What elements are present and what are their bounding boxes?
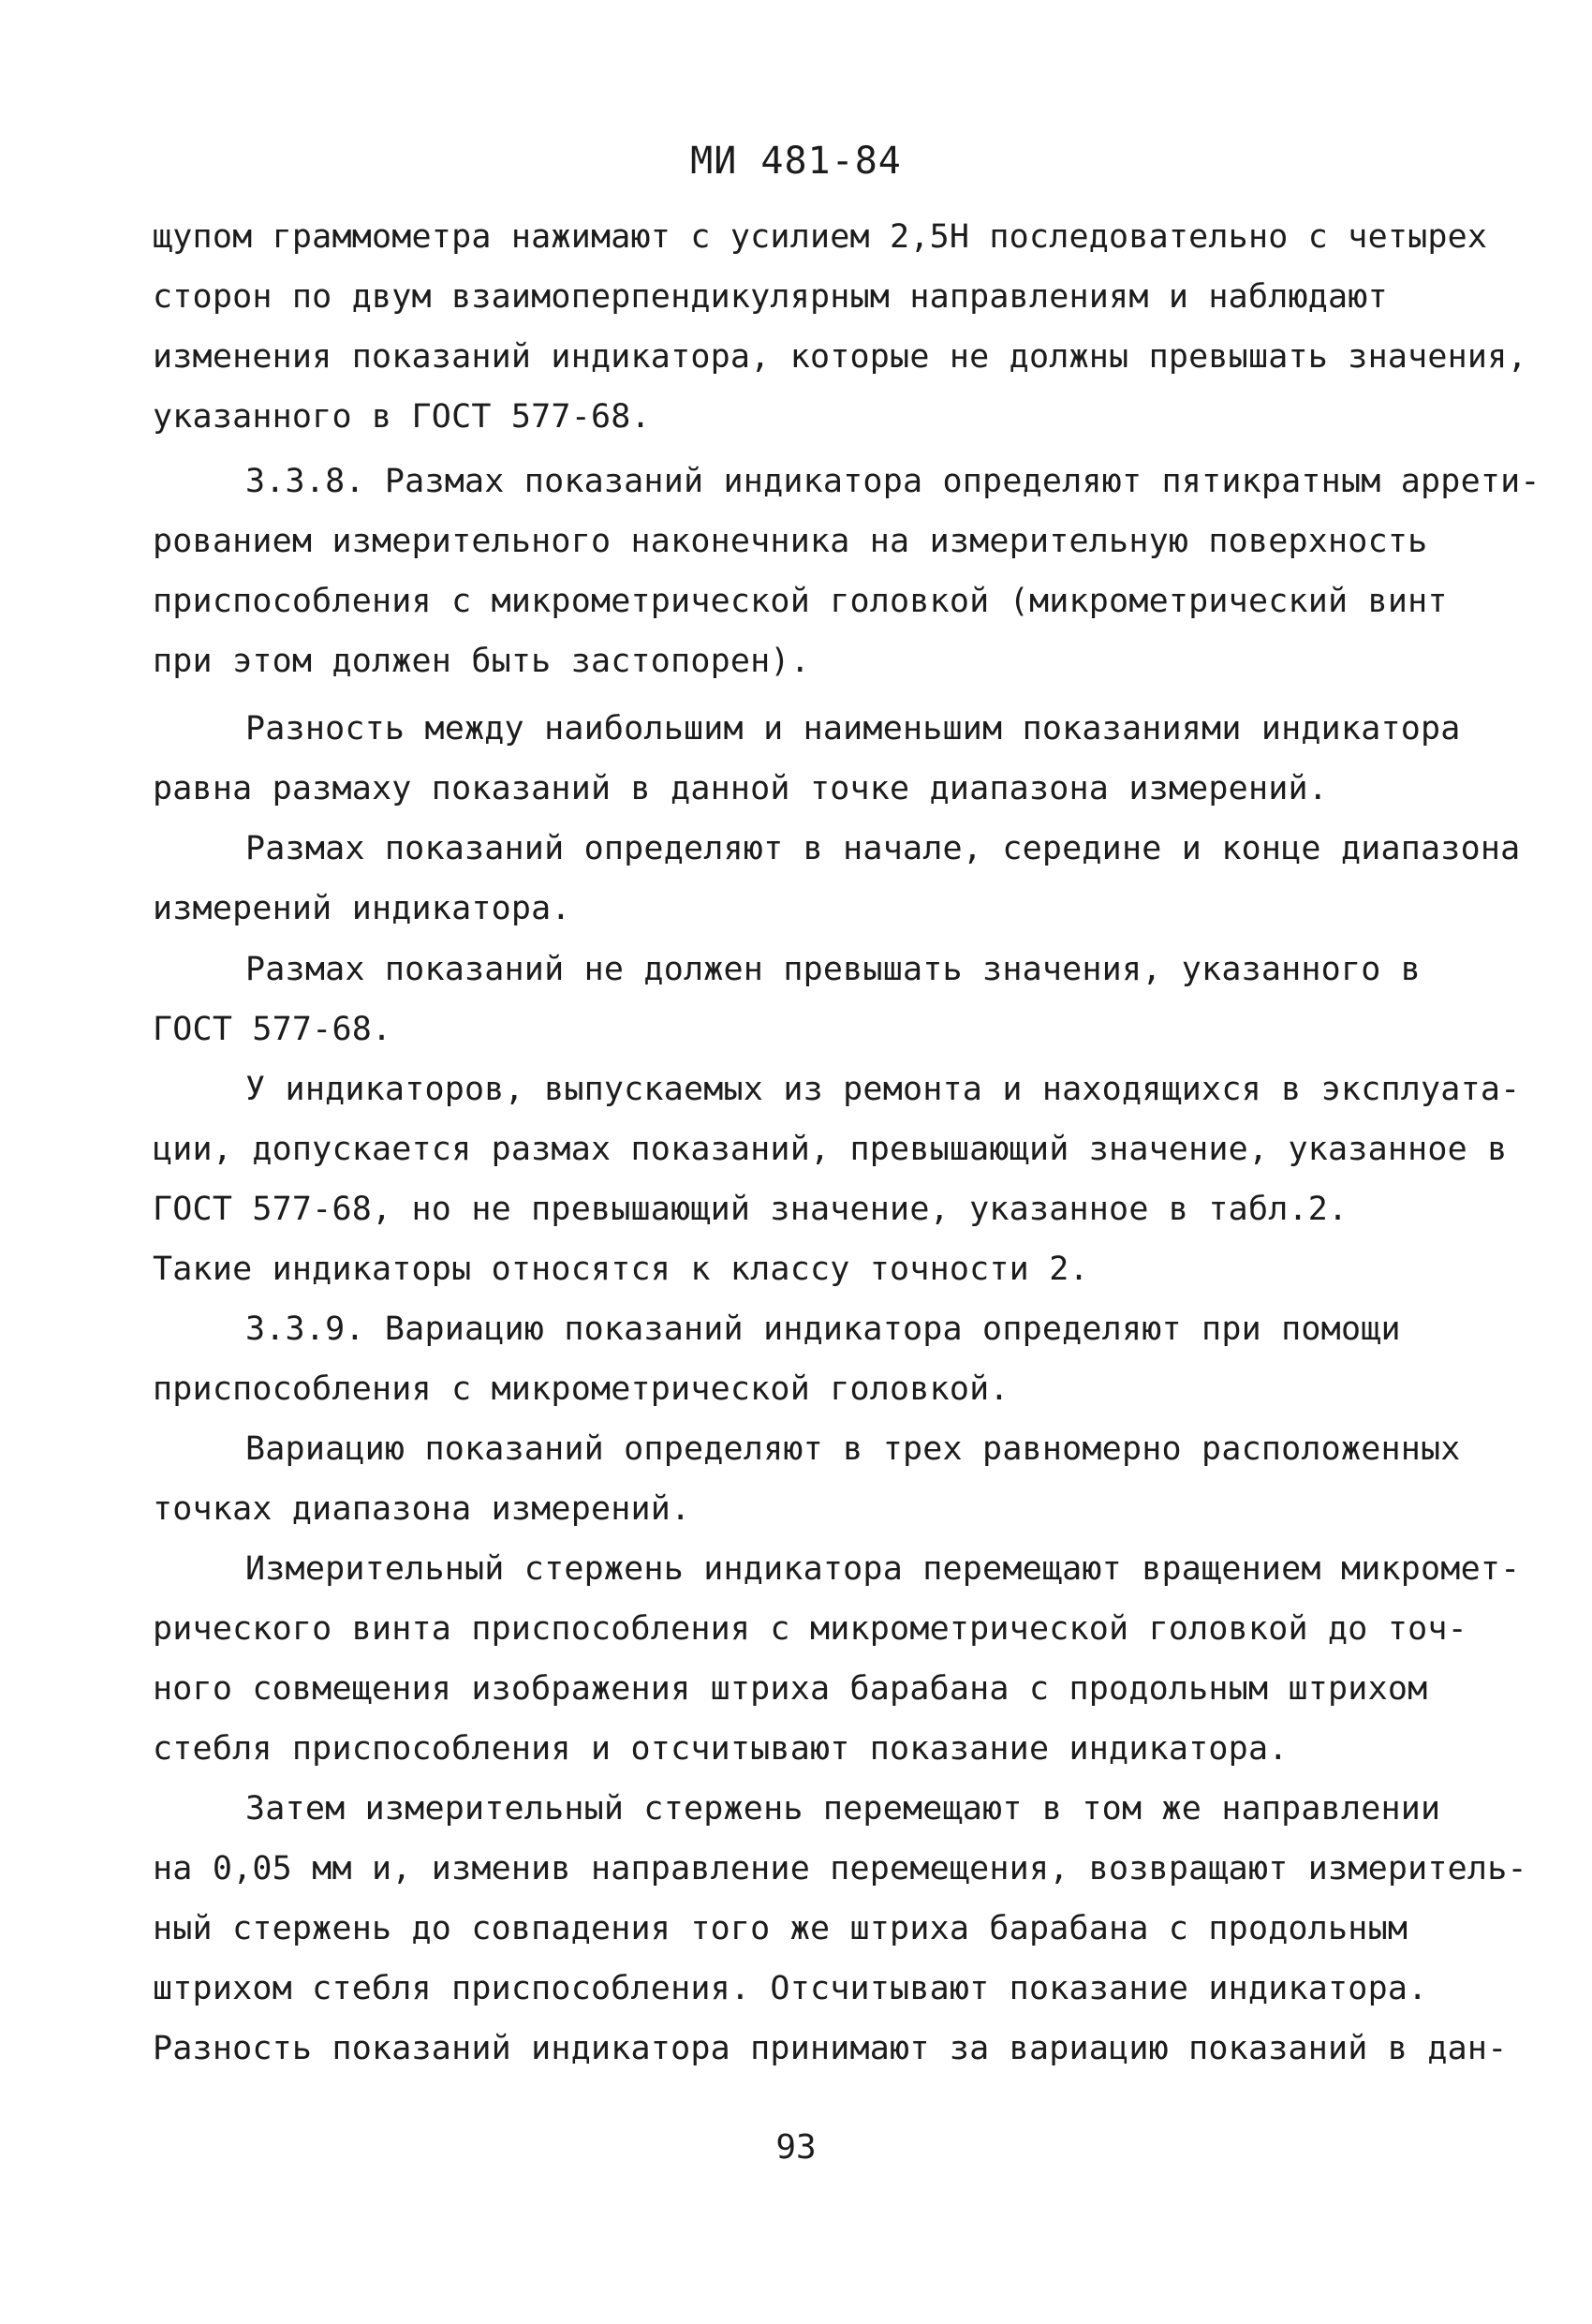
text-line: рического винта приспособления с микрометрической головкой до точ-	[153, 1610, 1467, 1648]
text-line: на 0,05 мм и, изменив направление перемещения, возвращают измеритель-	[153, 1850, 1527, 1887]
paragraph-first-line: Размах показаний определяют в начале, середине и конце диапазона	[245, 830, 1521, 867]
text-line: Такие индикаторы относятся к классу точности 2.	[153, 1251, 1089, 1288]
paragraph-first-line: Вариацию показаний определяют в трех равномерно расположенных	[245, 1430, 1461, 1468]
paragraph-first-line: Разность между наибольшим и наименьшим показаниями индикатора	[245, 710, 1461, 748]
text-line: ный стержень до совпадения того же штриха барабана с продольным	[153, 1910, 1408, 1947]
text-line: ного совмещения изображения штриха барабана с продольным штрихом	[153, 1670, 1428, 1708]
text-line: измерений индикатора.	[153, 890, 571, 927]
text-line: приспособления с микрометрической головкой (микрометрический винт	[153, 583, 1448, 620]
text-line: равна размаху показаний в данной точке диапазона измерений.	[153, 770, 1329, 807]
text-line: ции, допускается размах показаний, превышающий значение, указанное в	[153, 1131, 1508, 1168]
text-line: приспособления с микрометрической головкой.	[153, 1370, 1010, 1408]
text-line: Разность показаний индикатора принимают за вариацию показаний в дан-	[153, 2030, 1508, 2067]
text-line: указанного в ГОСТ 577-68.	[153, 398, 651, 436]
text-line: изменения показаний индикатора, которые не должны превышать значения,	[153, 338, 1527, 376]
paragraph-first-line: У индикаторов, выпускаемых из ремонта и находящихся в эксплуата-	[245, 1071, 1521, 1108]
paragraph-first-line: Измерительный стержень индикатора перемещают вращением микромет-	[245, 1550, 1521, 1588]
text-line: ГОСТ 577-68.	[153, 1011, 392, 1048]
section-3-3-8-heading-line: 3.3.8. Размах показаний индикатора определяют пятикратным аррети-	[245, 463, 1540, 500]
paragraph-first-line: Затем измерительный стержень перемещают в том же направлении	[245, 1790, 1441, 1828]
text-line: при этом должен быть застопорен).	[153, 643, 810, 680]
text-line: стебля приспособления и отсчитывают показание индикатора.	[153, 1730, 1289, 1768]
text-line: штрихом стебля приспособления. Отсчитывают показание индикатора.	[153, 1970, 1428, 2007]
text-line: точках диапазона измерений.	[153, 1490, 691, 1528]
text-line: ГОСТ 577-68, но не превышающий значение, указанное в табл.2.	[153, 1191, 1349, 1228]
text-line: щупом граммометра нажимают с усилием 2,5Н последовательно с четырех	[153, 218, 1488, 256]
section-3-3-9-heading-line: 3.3.9. Вариацию показаний индикатора определяют при помощи	[245, 1310, 1401, 1348]
document-code-header: МИ 481-84	[690, 140, 902, 183]
page-number: 93	[775, 2128, 817, 2167]
paragraph-first-line: Размах показаний не должен превышать значения, указанного в	[245, 951, 1422, 988]
text-line: рованием измерительного наконечника на измерительную поверхность	[153, 523, 1428, 560]
text-line: сторон по двум взаимоперпендикулярным направлениям и наблюдают	[153, 278, 1388, 316]
